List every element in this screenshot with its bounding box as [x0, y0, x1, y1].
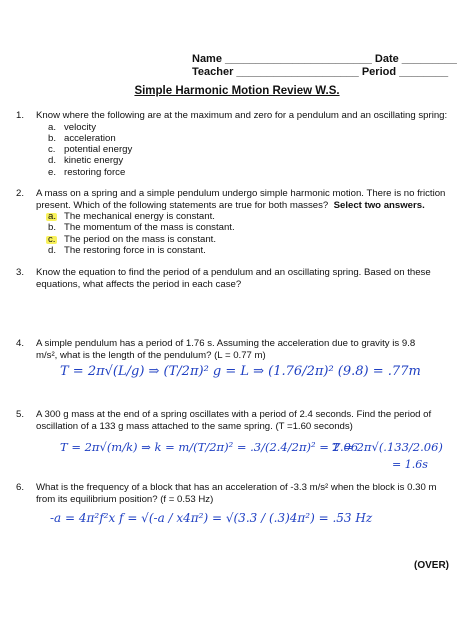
question-text: Know the equation to find the period of a pendulum and an oscillating spring. Based on these equations, what affects the period in each case?: [36, 267, 431, 290]
question-text: Know where the following are at the maximum and zero for a pendulum and an oscillating spring:: [36, 110, 448, 121]
question-4: [16, 338, 456, 361]
option-list: [36, 122, 456, 178]
option-item: d. kinetic energy: [48, 155, 124, 167]
over-note: (OVER): [414, 560, 449, 571]
teacher-period-line: Teacher ____________________ Period ________: [192, 66, 449, 78]
option-list: [36, 211, 456, 256]
question-number: 3.: [16, 267, 25, 278]
question-1: [16, 110, 456, 178]
question-2: [16, 188, 456, 256]
option-item-highlighted: c. The period on the mass is constant.: [48, 233, 216, 245]
option-item: d. The restoring force in is constant.: [48, 244, 206, 256]
question-6: [16, 482, 456, 505]
handwritten-answer-q5: = 1.6s: [392, 458, 428, 471]
question-text-line2: m/s², what is the length of the pendulum? (L = 0.77 m): [36, 349, 266, 361]
option-item-highlighted: a. The mechanical energy is constant.: [48, 211, 215, 222]
question-5: [16, 409, 456, 432]
handwritten-work-q6: -a = 4π²f²x f = √(-a / x4π²) = √(3.3 / (.3)4π²) = .53 Hz: [50, 511, 373, 525]
question-number: 2.: [16, 188, 25, 199]
worksheet-title: Simple Harmonic Motion Review W.S.: [134, 85, 340, 97]
handwritten-work-q5-period: T = 2π√(.133/2.06): [332, 440, 443, 454]
select-two-note: Select two answers.: [333, 199, 425, 211]
option-item: c. potential energy: [48, 144, 133, 156]
question-text-line1: A simple pendulum has a period of 1.76 s. Assuming the acceleration due to gravity is 9.8: [36, 338, 416, 349]
option-item: a. velocity: [48, 121, 96, 133]
handwritten-work-q4: T = 2π√(L/g) ⇒ (T/2π)² g = L ⇒ (1.76/2π)² (9.8) = .77m: [60, 364, 421, 379]
question-text-line2: from its equilibrium position? (f = 0.53 Hz): [36, 493, 214, 505]
option-item: e. restoring force: [48, 166, 126, 178]
option-item: b. The momentum of the mass is constant.: [48, 222, 235, 234]
question-text: A mass on a spring and a simple pendulum undergo simple harmonic motion. There is no friction present. Which of the following statements are true for both masses? Select two answers.: [36, 188, 446, 211]
question-number: 6.: [16, 482, 25, 493]
name-date-line: Name ________________________ Date _________: [192, 53, 457, 65]
question-text-line1: What is the frequency of a block that has an acceleration of -3.3 m/s² when the block is 0.30 m: [36, 482, 437, 493]
question-number: 4.: [16, 338, 25, 349]
option-item: b. acceleration: [48, 132, 116, 144]
question-text: A 300 g mass at the end of a spring oscillates with a period of 2.4 seconds. Find the period of oscillation of a 133 g mass attached to the same spring. (T =1.60 seconds): [36, 409, 432, 432]
question-number: 5.: [16, 409, 25, 420]
question-3: [16, 267, 456, 290]
handwritten-work-q5: T = 2π√(m/k) ⇒ k = m/(T/2π)² = .3/(2.4/2π)² = 2.06: [60, 440, 359, 454]
question-number: 1.: [16, 110, 25, 121]
